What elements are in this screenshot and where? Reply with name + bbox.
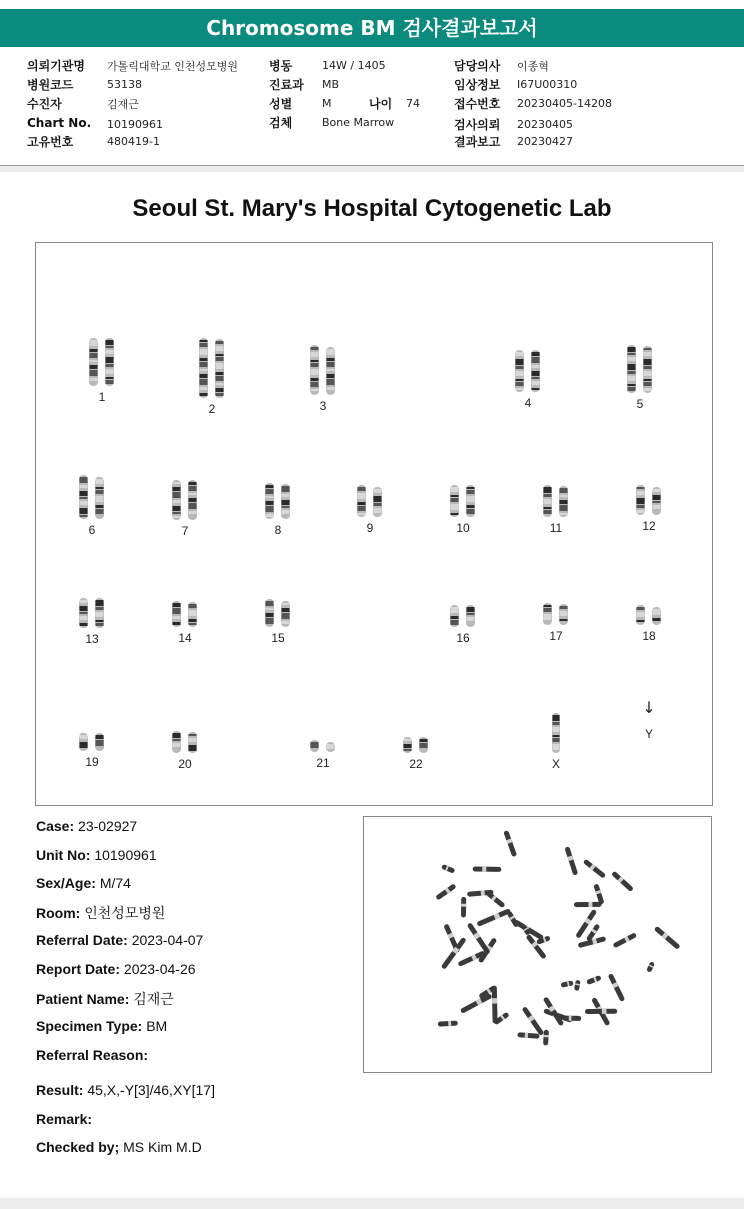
info-label: 담당의사: [454, 59, 501, 73]
detail-label: Room:: [36, 905, 81, 921]
chromosome-image: [531, 563, 581, 625]
chromosome-label: 3: [319, 399, 327, 413]
info-value: 20230405-14208: [517, 97, 612, 110]
chromosome-label: X: [551, 757, 560, 771]
detail-value: 23-02927: [78, 818, 138, 834]
info-value: 53138: [107, 78, 142, 91]
chromosome-label: 13: [85, 632, 99, 646]
chromosome-7: [160, 458, 210, 538]
info-value-sex: [322, 96, 332, 110]
detail-unit: [36, 847, 157, 863]
missing-y-arrow-icon: ↓: [642, 698, 656, 717]
info-value-unique-no: [107, 134, 160, 148]
chromosome-image: [160, 691, 210, 753]
info-value: 14W / 1405: [322, 59, 386, 72]
chromosome-image: [438, 455, 488, 517]
chromosome-11: [531, 455, 581, 535]
info-value: 이종혁: [517, 60, 549, 73]
metaphase-chromosome: [506, 911, 519, 928]
info-row-ward: [269, 57, 292, 74]
chromosome-label: 9: [366, 521, 374, 535]
chromosome-y: [624, 661, 674, 741]
chromosome-label: 18: [642, 629, 656, 643]
chromosome-x: [531, 691, 581, 771]
detail-label: Remark:: [36, 1111, 93, 1127]
info-label: 수진자: [27, 97, 62, 111]
info-value-clinical: [517, 77, 577, 91]
chromosome-image: [624, 453, 674, 515]
chromosome-label: 15: [271, 631, 285, 645]
chromosome-1: [77, 324, 127, 404]
report-title-banner: [0, 9, 744, 47]
info-value: 20230405: [517, 118, 573, 131]
detail-specimen: [36, 1018, 167, 1034]
chromosome-4: [503, 330, 553, 410]
detail-remark: [36, 1111, 92, 1127]
chromosome-image: [345, 455, 395, 517]
metaphase-chromosome: [503, 830, 517, 857]
info-value: Bone Marrow: [322, 116, 395, 129]
chromosome-label: Y: [644, 727, 653, 741]
chromosome-2: [187, 336, 237, 416]
info-label: 진료과: [269, 78, 304, 92]
metaphase-chromosome: [460, 993, 493, 1014]
chromosome-3: [298, 333, 348, 413]
section-divider: [0, 166, 744, 172]
info-label: 결과보고: [454, 135, 501, 149]
chromosome-label: 16: [456, 631, 470, 645]
karyogram-panel: [35, 242, 713, 806]
chromosome-label: 10: [456, 521, 470, 535]
metaphase-chromosome: [435, 883, 456, 900]
info-value-department: [322, 77, 339, 91]
chromosome-22: [391, 691, 441, 771]
chromosome-image: [298, 333, 348, 395]
info-row-hospital-code: [27, 76, 73, 93]
metaphase-spread: [364, 817, 711, 1072]
chromosome-image: [615, 331, 665, 393]
detail-value: 2023-04-07: [131, 932, 204, 948]
info-value-hospital-code: [107, 77, 142, 91]
metaphase-chromosome: [646, 961, 655, 973]
metaphase-chromosome: [476, 908, 511, 927]
metaphase-chromosome: [654, 926, 681, 950]
chromosome-image: [438, 565, 488, 627]
detail-label: Specimen Type:: [36, 1018, 143, 1034]
chromosome-image: [531, 691, 581, 753]
info-value-receipt: [517, 96, 612, 110]
info-value-request: [517, 117, 573, 131]
metaphase-chromosome: [574, 902, 602, 907]
chromosome-19: [67, 689, 117, 769]
chromosome-label: 8: [274, 523, 282, 537]
metaphase-chromosome: [563, 1016, 582, 1021]
info-value-doctor: [517, 58, 549, 74]
report-title: Chromosome BM 검사결과보고서: [206, 16, 538, 40]
chromosome-image: [253, 565, 303, 627]
metaphase-image: [363, 816, 712, 1073]
chromosome-label: 19: [85, 755, 99, 769]
lab-title: Seoul St. Mary's Hospital Cytogenetic Lab: [132, 195, 612, 222]
chromosome-20: [160, 691, 210, 771]
page-footer: [0, 1198, 744, 1209]
chromosome-8: [253, 457, 303, 537]
detail-label: Checked by;: [36, 1139, 120, 1155]
chromosome-18: [624, 563, 674, 643]
info-value-age: [406, 96, 420, 110]
chromosome-9: [345, 455, 395, 535]
metaphase-chromosome: [593, 883, 604, 904]
info-row-chart-no: [27, 116, 91, 130]
metaphase-chromosome: [522, 1006, 545, 1036]
chromosome-label: 22: [409, 757, 423, 771]
chromosome-image: [624, 661, 674, 723]
info-value: 74: [406, 97, 420, 110]
chromosome-label: 20: [178, 757, 192, 771]
chromosome-5: [615, 331, 665, 411]
chromosome-label: 1: [98, 390, 106, 404]
chromosome-image: [187, 336, 237, 398]
detail-report-date: [36, 961, 196, 977]
metaphase-chromosome: [517, 1032, 539, 1039]
chromosome-label: 12: [642, 519, 656, 533]
info-row-request: [454, 116, 500, 133]
chromosome-17: [531, 563, 581, 643]
info-label: 나이: [369, 97, 393, 111]
chromosome-image: [67, 689, 117, 751]
info-row-unique-no: [27, 133, 73, 150]
detail-value: M/74: [99, 875, 131, 891]
metaphase-chromosome: [574, 980, 581, 991]
chromosome-image: [67, 566, 117, 628]
metaphase-chromosome: [613, 932, 638, 948]
chromosome-14: [160, 565, 210, 645]
info-row-report: [454, 133, 500, 150]
chromosome-image: [391, 691, 441, 753]
detail-value: 2023-04-26: [123, 961, 196, 977]
chromosome-image: [624, 563, 674, 625]
info-label: Chart No.: [27, 116, 92, 130]
chromosome-16: [438, 565, 488, 645]
chromosome-label: 21: [316, 756, 330, 770]
info-value-ward: [322, 58, 386, 72]
info-value: 가톨릭대학교 인천성모병원: [107, 60, 239, 73]
detail-patient-name: [36, 989, 174, 1009]
info-value-institution: [107, 58, 238, 74]
info-row-department: [269, 76, 304, 93]
info-row-institution: [27, 57, 85, 74]
chromosome-image: [160, 458, 210, 520]
metaphase-chromosome: [467, 922, 491, 955]
patient-info-table: [0, 47, 744, 166]
info-row-receipt: [454, 95, 500, 112]
chromosome-15: [253, 565, 303, 645]
info-row-sex: [269, 95, 292, 112]
detail-value: 45,X,-Y[3]/46,XY[17]: [87, 1082, 215, 1098]
detail-value: 인천성모병원: [84, 905, 166, 921]
detail-referral-date: [36, 932, 203, 948]
info-row-doctor: [454, 57, 500, 74]
metaphase-chromosome: [564, 846, 578, 875]
detail-value: MS Kim M.D: [123, 1139, 202, 1155]
chromosome-label: 14: [178, 631, 192, 645]
detail-label: Patient Name:: [36, 991, 130, 1007]
info-value: 20230427: [517, 135, 573, 148]
detail-label: Report Date:: [36, 961, 121, 977]
info-label: 임상정보: [454, 78, 501, 92]
info-label: 병원코드: [27, 78, 74, 92]
info-label: 접수번호: [454, 97, 501, 111]
chromosome-image: [531, 455, 581, 517]
chromosome-image: [253, 457, 303, 519]
info-label: 검사의뢰: [454, 118, 501, 132]
info-value: 김재근: [107, 98, 139, 111]
metaphase-chromosome: [441, 864, 455, 874]
info-value-specimen: [322, 115, 394, 129]
info-label: 병동: [269, 59, 293, 73]
detail-label: Sex/Age:: [36, 875, 96, 891]
info-row-specimen: [269, 114, 292, 131]
detail-value: 10190961: [94, 847, 157, 863]
info-value-chart-no: [107, 117, 163, 131]
detail-value: 김재근: [133, 991, 174, 1007]
chromosome-21: [298, 690, 348, 770]
detail-room: [36, 903, 165, 923]
chromosome-label: 5: [636, 397, 644, 411]
info-row-clinical: [454, 76, 500, 93]
metaphase-chromosome: [438, 1021, 458, 1027]
detail-label: Result:: [36, 1082, 84, 1098]
chromosome-label: 2: [208, 402, 216, 416]
metaphase-chromosome: [586, 975, 602, 985]
chromosome-image: [67, 457, 117, 519]
metaphase-chromosome: [561, 980, 574, 987]
detail-label: Referral Date:: [36, 932, 128, 948]
detail-case: [36, 818, 137, 834]
detail-label: Referral Reason:: [36, 1047, 149, 1063]
info-label: 고유번호: [27, 135, 74, 149]
metaphase-chromosome: [461, 897, 466, 918]
info-value-report: [517, 134, 573, 148]
info-value: 10190961: [107, 118, 163, 131]
info-label: 성별: [269, 97, 293, 111]
chromosome-10: [438, 455, 488, 535]
info-value: MB: [322, 78, 340, 91]
chromosome-image: [503, 330, 553, 392]
chromosome-image: [77, 324, 127, 386]
detail-checked-by: [36, 1139, 202, 1155]
chromosome-image: [160, 565, 210, 627]
metaphase-chromosome: [473, 866, 502, 871]
info-value: 480419-1: [107, 135, 160, 148]
info-row-age: [369, 95, 392, 112]
metaphase-chromosome: [543, 1030, 549, 1046]
metaphase-chromosome: [611, 871, 634, 892]
chromosome-13: [67, 566, 117, 646]
detail-referral-reason: [36, 1047, 148, 1063]
info-row-patient: [27, 95, 62, 112]
detail-label: Case:: [36, 818, 75, 834]
chromosome-label: 11: [549, 521, 563, 535]
info-label: 검체: [269, 116, 293, 130]
info-value-patient: [107, 96, 139, 112]
chromosome-label: 7: [181, 524, 189, 538]
metaphase-chromosome: [585, 1009, 617, 1014]
chromosome-label: 6: [88, 523, 96, 537]
info-value: I67U00310: [517, 78, 578, 91]
metaphase-chromosome: [608, 973, 626, 1002]
metaphase-chromosome: [583, 859, 606, 879]
chromosome-12: [624, 453, 674, 533]
chromosome-image: [298, 690, 348, 752]
detail-sex-age: [36, 875, 131, 891]
detail-value: BM: [146, 1018, 168, 1034]
chromosome-6: [67, 457, 117, 537]
info-label: 의뢰기관명: [27, 59, 85, 73]
detail-label: Unit No:: [36, 847, 91, 863]
chromosome-label: 4: [524, 396, 532, 410]
detail-result: [36, 1082, 215, 1098]
chromosome-label: 17: [549, 629, 563, 643]
info-value: M: [322, 97, 332, 110]
